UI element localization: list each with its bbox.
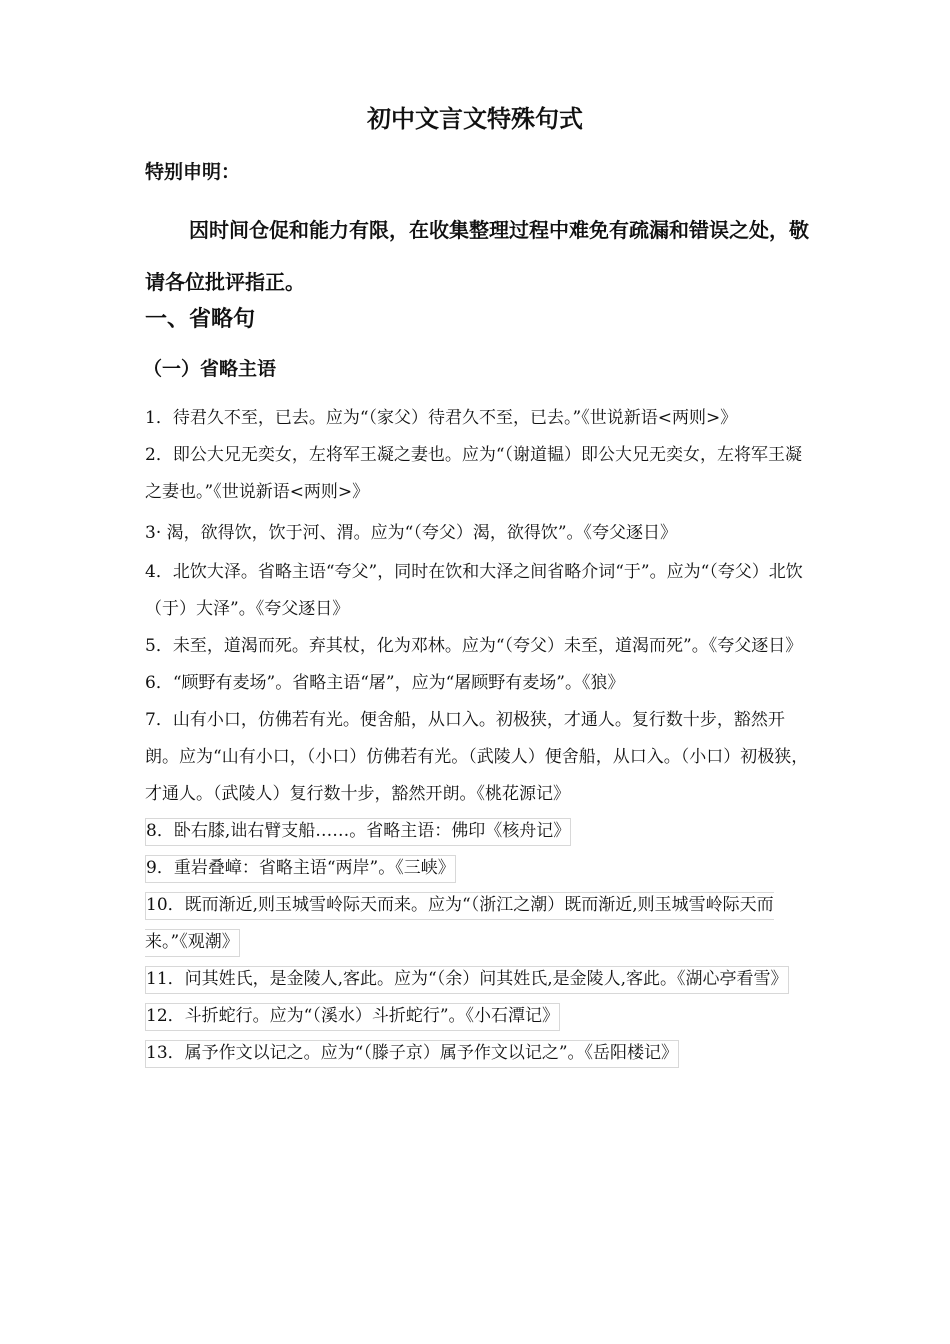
list-item: 2．即公大兄无奕女，左将军王凝之妻也。应为“（谢道韫）即公大兄无奕女，左将军王凝之妻也。”《世说新语<两则>》: [145, 445, 803, 502]
page-title: 初中文言文特殊句式: [367, 105, 583, 133]
subsection-heading: （一）省略主语: [143, 358, 277, 380]
list-item: 4．北饮大泽。省略主语“夸父”，同时在饮和大泽之间省略介词“于”。应为“（夸父）北饮（于）大泽”。《夸父逐日》: [145, 562, 803, 619]
list-item: 7．山有小口，仿佛若有光。便舍船，从口入。初极狭，才通人。复行数十步，豁然开朗。应为“山有小口，（小口）仿佛若有光。（武陵人）便舍船，从口入。（小口）初极狭，才通人。（武陵人）复行数十步，豁然开朗。《桃花源记》: [145, 710, 809, 804]
list-item: 13．属予作文以记之。应为“（滕子京）属予作文以记之”。《岳阳楼记》: [145, 1040, 679, 1068]
list-item: 6．“顾野有麦场”。省略主语“屠”，应为“屠顾野有麦场”。《狼》: [145, 673, 625, 693]
list-item: 3· 渴，欲得饮，饮于河、渭。应为“（夸父）渴，欲得饮”。《夸父逐日》: [145, 523, 678, 543]
list-item: 11．问其姓氏，是金陵人,客此。应为“（余）问其姓氏,是金陵人,客此。《湖心亭看雪》: [145, 966, 789, 994]
list-item: 1．待君久不至，已去。应为“（家父）待君久不至，已去。”《世说新语<两则>》: [145, 408, 738, 428]
section-heading: 一、省略句: [145, 307, 256, 332]
notice-body: 因时间仓促和能力有限，在收集整理过程中难免有疏漏和错误之处，敬请各位批评指正。: [145, 218, 809, 294]
list-item: 12．斗折蛇行。应为“（溪水）斗折蛇行”。《小石潭记》: [145, 1003, 560, 1031]
list-item: 8．卧右膝,诎右臂支船……。省略主语：佛印《核舟记》: [145, 818, 571, 846]
list-item: 5．未至，道渴而死。弃其杖，化为邓林。应为“（夸父）未至，道渴而死”。《夸父逐日》: [145, 636, 803, 656]
list-item: 9．重岩叠嶂：省略主语“两岸”。《三峡》: [145, 855, 456, 883]
list-item: 10．既而渐近,则玉城雪岭际天而来。应为“（浙江之潮）既而渐近,则玉城雪岭际天而来。”《观潮》: [145, 892, 774, 957]
notice-label: 特别申明：: [145, 161, 241, 183]
item-list: [145, 400, 815, 1072]
